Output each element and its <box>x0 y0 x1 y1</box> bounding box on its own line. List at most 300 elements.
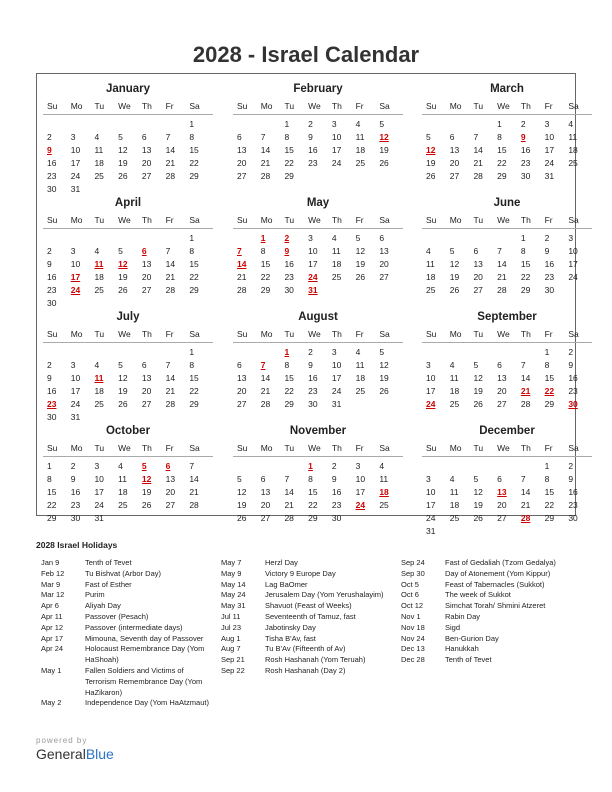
month-november <box>233 422 403 524</box>
day-cell: 1 <box>284 118 290 129</box>
day-cell: 3 <box>355 460 361 471</box>
day-cell: 30 <box>308 398 318 409</box>
weekday-label: Mo <box>449 443 462 453</box>
weekday-label: We <box>308 329 321 339</box>
day-cell: 17 <box>331 144 342 155</box>
day-cell: 4 <box>449 359 455 370</box>
month-february <box>233 80 403 182</box>
holiday-name: Herzl Day <box>265 558 298 567</box>
day-cell: 12 <box>355 245 366 256</box>
day-cell: 6 <box>165 460 171 471</box>
day-cell: 6 <box>379 232 385 243</box>
holiday-item <box>401 655 575 666</box>
day-cell: 16 <box>308 372 318 383</box>
day-cell: 11 <box>449 486 459 497</box>
week-row <box>237 257 403 270</box>
day-cell: 2 <box>568 460 574 471</box>
day-cell: 27 <box>141 284 152 295</box>
holiday-date: Nov 24 <box>401 633 425 643</box>
day-cell: 23 <box>568 385 578 396</box>
day-cell: 7 <box>260 359 266 370</box>
day-cell: 12 <box>141 473 152 484</box>
weekday-label: Fr <box>355 215 364 225</box>
day-cell: 28 <box>520 512 531 523</box>
brand-logo <box>36 736 114 762</box>
holiday-date: May 9 <box>221 568 242 578</box>
day-cell: 12 <box>379 359 389 370</box>
holiday-name: Simchat Torah/ Shmini Atzeret <box>445 601 546 611</box>
day-cell: 17 <box>331 372 342 383</box>
holiday-name: Victory 9 Europe Day <box>265 568 336 578</box>
day-cell: 15 <box>47 486 57 497</box>
day-cell: 30 <box>520 170 531 181</box>
day-cell: 2 <box>70 460 76 471</box>
holiday-date: Oct 6 <box>401 590 419 600</box>
weekday-label: Su <box>237 215 248 225</box>
month-september <box>422 308 592 410</box>
day-cell: 8 <box>284 359 290 370</box>
day-cell: 14 <box>520 372 531 383</box>
day-cell: 16 <box>568 372 578 383</box>
day-cell: 21 <box>165 385 176 396</box>
day-cell: 17 <box>568 258 578 269</box>
day-cell: 5 <box>141 460 147 471</box>
day-cell: 16 <box>47 271 57 282</box>
day-cell: 20 <box>165 486 176 497</box>
day-cell: 21 <box>260 385 271 396</box>
day-cell: 24 <box>568 271 578 282</box>
day-cell: 11 <box>94 144 104 155</box>
day-cell: 5 <box>379 118 385 129</box>
day-cell: 14 <box>497 258 507 269</box>
day-cell: 30 <box>568 398 578 409</box>
day-cell: 12 <box>118 144 128 155</box>
month-name: December <box>479 425 535 437</box>
day-cell: 9 <box>284 245 290 256</box>
day-cell: 23 <box>47 398 57 409</box>
day-cell: 24 <box>355 499 366 510</box>
day-cell: 22 <box>520 271 531 282</box>
holiday-item <box>401 634 575 645</box>
month-name: September <box>477 311 537 323</box>
weekday-label: Mo <box>449 101 462 111</box>
day-cell: 5 <box>449 245 455 256</box>
weekday-label: We <box>118 329 131 339</box>
day-cell: 21 <box>473 157 483 168</box>
weekday-label: Tu <box>94 329 105 339</box>
day-cell: 6 <box>449 131 455 142</box>
weekday-header <box>47 440 213 456</box>
day-cell: 17 <box>426 385 436 396</box>
day-cell: 16 <box>284 258 294 269</box>
day-cell: 16 <box>70 486 81 497</box>
day-cell: 18 <box>94 385 104 396</box>
week-row <box>47 270 213 283</box>
week-row <box>426 472 592 485</box>
day-cell: 26 <box>379 385 389 396</box>
day-cell: 29 <box>308 512 318 523</box>
day-cell: 1 <box>189 118 195 129</box>
day-cell: 5 <box>118 359 123 370</box>
week-row <box>47 283 213 296</box>
day-cell: 30 <box>70 512 81 523</box>
weekday-label: Th <box>141 101 152 111</box>
day-cell: 4 <box>94 131 100 142</box>
holiday-date: Apr 24 <box>41 644 64 654</box>
holiday-name: Tenth of Tevet <box>445 655 492 665</box>
holiday-item <box>401 601 575 612</box>
month-name: January <box>105 83 151 95</box>
holiday-date: May 24 <box>221 590 246 600</box>
day-cell: 28 <box>165 170 176 181</box>
day-cell: 21 <box>189 486 199 497</box>
brand-blue: Blue <box>85 746 114 762</box>
weekday-label: Fr <box>165 101 174 111</box>
week-row <box>47 143 213 156</box>
day-cell: 25 <box>94 284 104 295</box>
day-cell: 9 <box>47 144 52 155</box>
holiday-date: Apr 12 <box>41 622 64 632</box>
weekday-label: Su <box>47 329 58 339</box>
holiday-name: Passover (Pesach) <box>85 611 149 621</box>
day-cell: 9 <box>308 131 313 142</box>
holiday-date: Apr 11 <box>41 611 63 621</box>
day-cell: 13 <box>497 372 507 383</box>
weekday-label: Mo <box>70 443 83 453</box>
holiday-name: Tisha B'Av, fast <box>265 633 316 643</box>
holiday-date: Sep 30 <box>401 568 425 578</box>
day-cell: 20 <box>473 271 483 282</box>
day-cell: 5 <box>473 359 479 370</box>
day-cell: 24 <box>426 512 436 523</box>
day-cell: 14 <box>473 144 483 155</box>
week-row <box>47 117 213 130</box>
week-row <box>426 397 592 410</box>
day-cell: 7 <box>165 131 171 142</box>
weekday-label: Sa <box>379 443 390 453</box>
day-cell: 24 <box>70 284 81 295</box>
day-cell: 1 <box>544 346 550 357</box>
day-cell: 8 <box>520 245 526 256</box>
day-cell: 22 <box>260 271 271 282</box>
day-cell: 30 <box>284 284 294 295</box>
day-cell: 28 <box>165 398 176 409</box>
day-cell: 4 <box>94 245 100 256</box>
day-cell: 15 <box>284 144 294 155</box>
day-cell: 26 <box>141 499 152 510</box>
holiday-item <box>41 569 213 580</box>
holiday-name: Mimouna, Seventh day of Passover <box>85 633 204 643</box>
month-name: November <box>289 425 347 437</box>
day-cell: 29 <box>189 170 199 181</box>
holiday-date: May 2 <box>41 698 62 708</box>
holiday-date: Mar 12 <box>41 590 65 600</box>
day-cell: 8 <box>189 359 195 370</box>
day-cell: 19 <box>118 157 128 168</box>
holiday-date: Oct 5 <box>401 579 419 589</box>
day-cell: 26 <box>355 271 366 282</box>
day-cell: 21 <box>520 385 531 396</box>
day-cell: 26 <box>473 398 483 409</box>
day-cell: 14 <box>189 473 199 484</box>
day-cell: 1 <box>189 346 195 357</box>
day-cell: 20 <box>141 385 152 396</box>
day-cell: 17 <box>308 258 318 269</box>
day-cell: 15 <box>189 372 199 383</box>
weekday-header <box>426 440 592 456</box>
day-cell: 4 <box>379 460 385 471</box>
holiday-date: Jan 9 <box>41 558 60 567</box>
day-cell: 8 <box>189 245 195 256</box>
day-cell: 20 <box>237 157 247 168</box>
day-cell: 2 <box>308 118 313 129</box>
weekday-label: We <box>308 443 321 453</box>
day-cell: 20 <box>497 385 507 396</box>
month-name: July <box>116 311 140 323</box>
day-cell: 10 <box>568 245 578 256</box>
day-cell: 12 <box>237 486 247 497</box>
day-cell: 25 <box>449 512 460 523</box>
day-cell: 10 <box>426 486 436 497</box>
holiday-date: Oct 12 <box>401 601 424 611</box>
day-cell: 14 <box>260 372 271 383</box>
day-cell: 7 <box>284 473 290 484</box>
day-cell: 11 <box>449 372 459 383</box>
day-cell: 27 <box>449 170 460 181</box>
weekday-label: Su <box>426 329 437 339</box>
weekday-label: Su <box>426 215 437 225</box>
day-cell: 22 <box>497 157 507 168</box>
day-cell: 9 <box>70 473 76 484</box>
day-cell: 12 <box>379 131 389 142</box>
day-cell: 29 <box>47 512 57 523</box>
day-cell: 29 <box>544 398 555 409</box>
day-cell: 16 <box>544 258 555 269</box>
day-cell: 16 <box>308 144 318 155</box>
month-january <box>43 80 213 195</box>
week-row <box>47 231 213 244</box>
day-cell: 15 <box>284 372 294 383</box>
weekday-label: Su <box>237 443 248 453</box>
day-cell: 18 <box>355 144 366 155</box>
day-cell: 8 <box>308 473 313 484</box>
day-cell: 15 <box>189 144 199 155</box>
day-cell: 27 <box>473 284 483 295</box>
day-cell: 12 <box>473 486 483 497</box>
week-row <box>237 371 403 384</box>
day-cell: 16 <box>568 486 578 497</box>
day-cell: 13 <box>237 144 247 155</box>
day-cell: 2 <box>47 245 52 256</box>
weekday-label: Mo <box>260 443 273 453</box>
month-name: February <box>293 83 343 95</box>
day-cell: 18 <box>94 271 104 282</box>
day-cell: 26 <box>118 398 128 409</box>
holiday-item <box>221 644 393 655</box>
weekday-label: We <box>118 443 131 453</box>
day-cell: 29 <box>189 398 199 409</box>
holiday-date: May 14 <box>221 579 246 589</box>
day-cell: 23 <box>308 157 318 168</box>
day-cell: 29 <box>189 284 199 295</box>
weekday-header <box>237 440 403 456</box>
holiday-name: Sigd <box>445 622 461 632</box>
day-cell: 17 <box>355 486 366 497</box>
month-july <box>43 308 213 423</box>
weekday-header <box>47 212 213 228</box>
day-cell: 10 <box>94 473 104 484</box>
day-cell: 6 <box>141 359 147 370</box>
week-row <box>426 117 592 130</box>
day-cell: 2 <box>544 232 550 243</box>
holiday-date: Sep 24 <box>401 558 425 567</box>
day-cell: 6 <box>497 473 502 484</box>
weekday-label: Su <box>47 101 58 111</box>
day-cell: 18 <box>118 486 128 497</box>
weekday-header <box>237 212 403 228</box>
day-cell: 13 <box>237 372 247 383</box>
page-title: 2028 - Israel Calendar <box>192 42 420 67</box>
day-cell: 22 <box>284 385 294 396</box>
holiday-date: Nov 1 <box>401 611 421 621</box>
holiday-item <box>41 623 213 634</box>
day-cell: 10 <box>544 131 555 142</box>
week-row <box>426 130 592 143</box>
day-cell: 10 <box>70 144 81 155</box>
day-cell: 27 <box>141 398 152 409</box>
day-cell: 31 <box>544 170 555 181</box>
holiday-name: Rosh Hashanah (Day 2) <box>265 665 346 675</box>
day-cell: 2 <box>47 131 52 142</box>
day-cell: 13 <box>449 144 460 155</box>
weekday-label: We <box>497 101 510 111</box>
day-cell: 1 <box>284 346 290 357</box>
day-cell: 4 <box>118 460 123 471</box>
holiday-name: Rabin Day <box>445 611 481 621</box>
day-cell: 2 <box>568 346 574 357</box>
day-cell: 29 <box>260 284 271 295</box>
day-cell: 9 <box>331 473 337 484</box>
holiday-item <box>41 698 213 709</box>
day-cell: 3 <box>544 118 550 129</box>
day-cell: 25 <box>355 385 366 396</box>
day-cell: 2 <box>308 346 313 357</box>
week-row <box>237 358 403 371</box>
weekday-label: Sa <box>568 215 579 225</box>
day-cell: 22 <box>189 385 199 396</box>
day-cell: 3 <box>568 232 574 243</box>
holiday-date: Mar 9 <box>41 579 61 589</box>
day-cell: 29 <box>544 512 555 523</box>
weekday-label: Th <box>520 215 531 225</box>
day-cell: 16 <box>47 157 57 168</box>
week-row <box>426 169 592 182</box>
holiday-date: Dec 28 <box>401 655 425 665</box>
day-cell: 25 <box>426 284 436 295</box>
day-cell: 19 <box>449 271 460 282</box>
day-cell: 24 <box>308 271 318 282</box>
day-cell: 28 <box>260 170 271 181</box>
day-cell: 25 <box>568 157 578 168</box>
holiday-date: Apr 17 <box>41 633 64 643</box>
holiday-item <box>41 601 213 612</box>
month-name: August <box>298 311 338 323</box>
day-cell: 3 <box>426 473 431 484</box>
weekday-label: Mo <box>260 215 273 225</box>
week-row <box>426 485 592 498</box>
day-cell: 22 <box>308 499 318 510</box>
holiday-name: Day of Atonement (Yom Kippur) <box>445 568 551 578</box>
day-cell: 6 <box>260 473 266 484</box>
day-cell: 13 <box>473 258 483 269</box>
weekday-label: Su <box>237 329 248 339</box>
day-cell: 19 <box>237 499 247 510</box>
holiday-item <box>401 580 575 591</box>
weekday-header <box>426 326 592 342</box>
month-name: October <box>105 425 151 437</box>
day-cell: 27 <box>497 398 507 409</box>
day-cell: 12 <box>473 372 483 383</box>
day-cell: 21 <box>165 157 176 168</box>
weekday-label: Sa <box>379 215 390 225</box>
week-row <box>47 498 213 511</box>
holiday-item <box>41 612 213 623</box>
holiday-item <box>221 655 393 666</box>
week-row <box>47 397 213 410</box>
day-cell: 12 <box>449 258 460 269</box>
day-cell: 29 <box>284 170 294 181</box>
weekday-label: Tu <box>94 215 105 225</box>
week-row <box>47 130 213 143</box>
day-cell: 31 <box>331 398 342 409</box>
holiday-date: May 31 <box>221 601 246 611</box>
day-cell: 18 <box>568 144 578 155</box>
day-cell: 7 <box>497 245 502 256</box>
day-cell: 22 <box>189 271 199 282</box>
day-cell: 27 <box>260 512 271 523</box>
week-row <box>237 130 403 143</box>
day-cell: 1 <box>544 460 550 471</box>
day-cell: 29 <box>497 170 507 181</box>
weekday-label: Sa <box>189 215 200 225</box>
month-may <box>233 194 403 296</box>
weekday-label: Mo <box>70 215 83 225</box>
day-cell: 4 <box>355 118 361 129</box>
week-row <box>237 283 403 296</box>
week-row <box>237 143 403 156</box>
day-cell: 26 <box>426 170 436 181</box>
weekday-label: Sa <box>379 329 390 339</box>
day-cell: 8 <box>260 245 266 256</box>
week-row <box>47 345 213 358</box>
week-row <box>426 384 592 397</box>
day-cell: 17 <box>544 144 555 155</box>
holiday-name: Tu B'Av (Fifteenth of Av) <box>265 644 346 654</box>
day-cell: 9 <box>568 359 574 370</box>
week-row <box>426 283 592 296</box>
holiday-item <box>41 558 213 569</box>
week-row <box>237 472 403 485</box>
weekday-label: We <box>118 101 131 111</box>
day-cell: 9 <box>568 473 574 484</box>
day-cell: 7 <box>473 131 479 142</box>
day-cell: 19 <box>355 258 366 269</box>
day-cell: 21 <box>284 499 294 510</box>
weekday-label: We <box>497 215 510 225</box>
day-cell: 11 <box>426 258 435 269</box>
day-cell: 24 <box>70 398 81 409</box>
weekday-label: We <box>308 215 321 225</box>
